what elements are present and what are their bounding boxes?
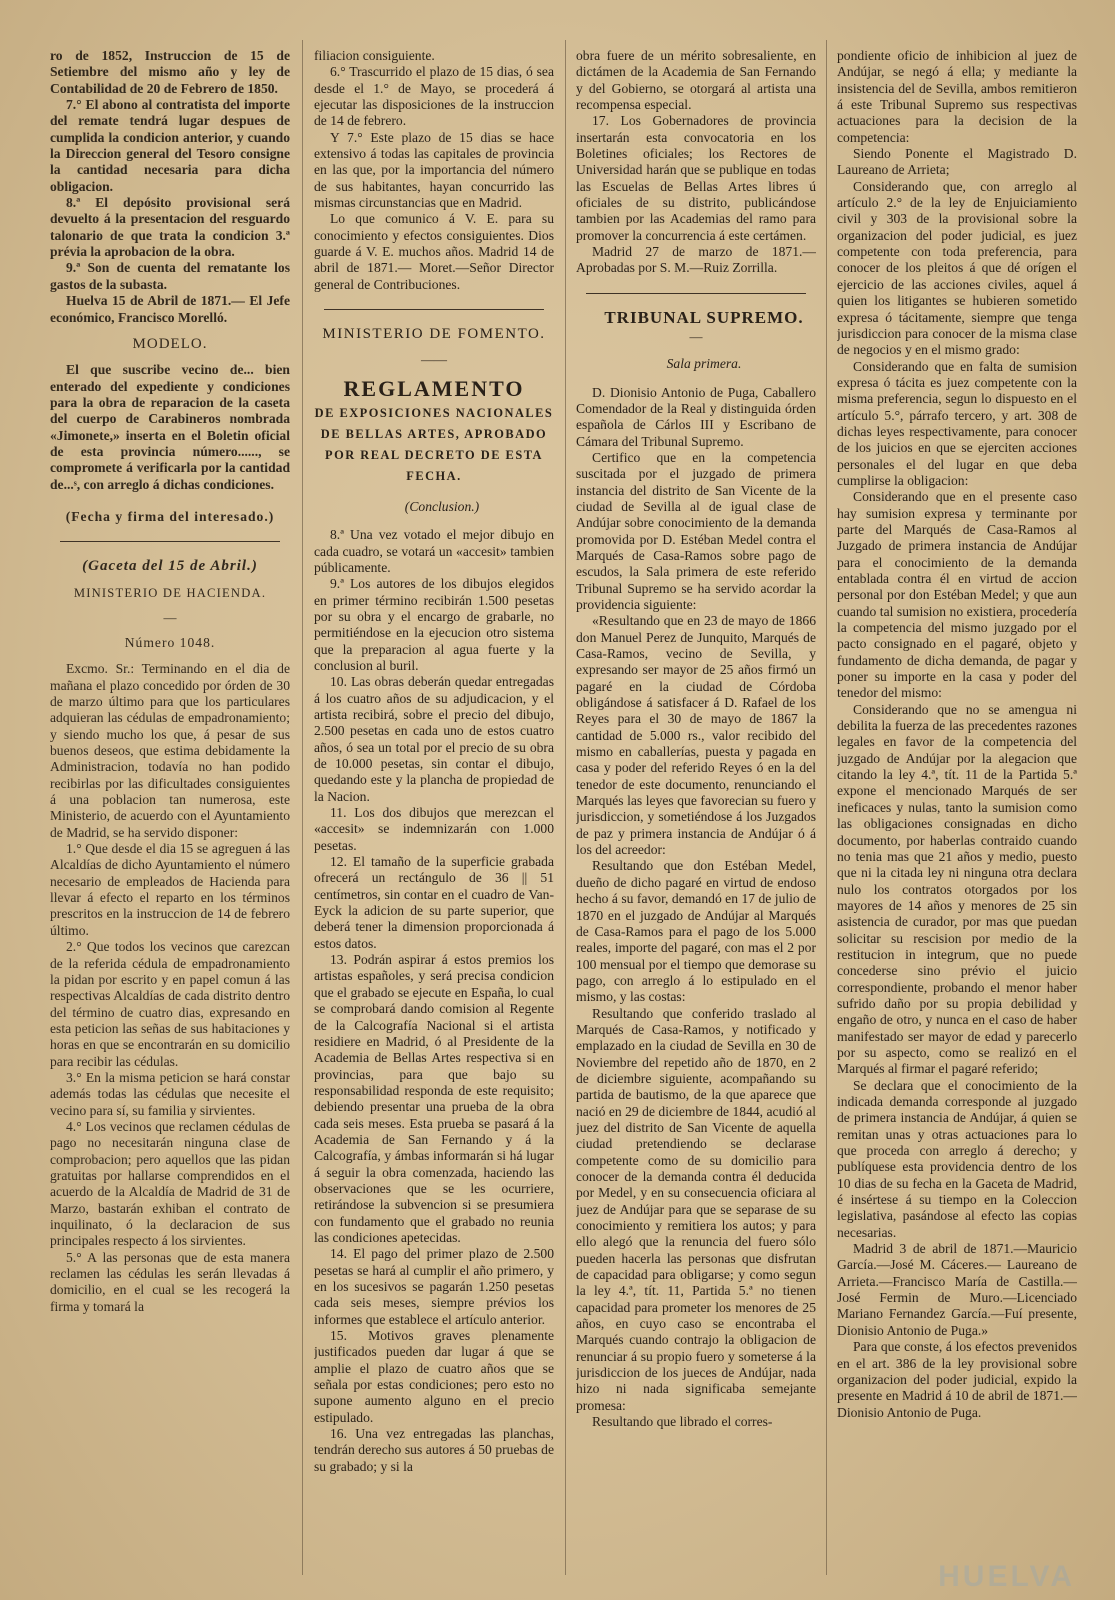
heading-dash: —— bbox=[421, 351, 447, 367]
paragraph: Madrid 27 de marzo de 1871.— Aprobadas por S. M.—Ruiz Zorrilla. bbox=[576, 244, 816, 276]
paragraph: 7.° El abono al contratista del importe del remate tendrá lugar despues de cumplida la condicion anterior, y cuando la Direccion general del Tesoro consigne la cantidad necesaria para dicha obligacion. bbox=[50, 97, 290, 194]
paragraph: Lo que comunico á V. E. para su conocimiento y efectos consiguientes. Dios guarde á V. E. muchos años. Madrid 14 de abril de 1871.— Moret.—Señor Director general de Contribuciones. bbox=[314, 211, 554, 292]
paragraph: 4.° Los vecinos que reclamen cédulas de pago no necesitarán ninguna clase de comprobacion; pero aquellos que las pidan gratuitas por hallarse comprendidos en el acuerdo de la Alcaldía de Madrid de 31 de Marzo, bastarán exhiban el contrato de inquilinato, ó la declaracion de sus principales respecto á los sirvientes. bbox=[50, 1118, 290, 1249]
column-1 bbox=[50, 48, 290, 1588]
paragraph: Huelva 15 de Abril de 1871.— El Jefe económico, Francisco Morelló. bbox=[50, 293, 290, 325]
library-watermark: HUELVA bbox=[938, 1560, 1075, 1593]
section-rule bbox=[586, 293, 806, 294]
heading-dash: — bbox=[689, 329, 703, 345]
paragraph: 3.° En la misma peticion se hará constar además todas las cédulas que necesite el vecino para sí, su familia y sirvientes. bbox=[50, 1069, 290, 1118]
paragraph: 14. El pago del primer plazo de 2.500 pesetas se hará al cumplir el año primero, y en los sucesivos se pagarán 1.250 pesetas cada seis meses, siempre prévios los informes que establece el artículo anterior. bbox=[314, 1246, 554, 1327]
sala-heading: Sala primera. bbox=[666, 356, 742, 372]
paragraph: 9.ª Son de cuenta del rematante los gastos de la subasta. bbox=[50, 260, 290, 292]
paragraph: 9.ª Los autores de los dibujos elegidos en primer término recibirán 1.500 pesetas por su obra y el encargo de grabarle, no permitiéndose en la ejecucion otro sistema que la preparacion al agua fuerte y la conclusion al buril. bbox=[314, 576, 554, 673]
column-divider bbox=[565, 40, 566, 1575]
conclusion-label: (Conclusion.) bbox=[404, 498, 480, 514]
paragraph: 10. Las obras deberán quedar entregadas á los cuatro años de su adjudicacion, y el artista recibirá, sobre el precio del dibujo, 2.500 pesetas en cada uno de estos cuatro años, ó sea un total por el precio de su obra de 10.000 pesetas, sin contar el dibujo, quedando este y la plancha de propiedad de la Nacion. bbox=[314, 674, 554, 804]
paragraph: Considerando que en el presente caso hay sumision expresa y terminante por parte del Marqués de Casa-Ramos al Juzgado de primera instancia de Andújar para el conocimiento de la demanda entablada contra él en virtud de accion personal por don Estéban Medel; y que aun cuando tal sumision no existiera, procedería la competencia del mismo juzgado por el pacto consignado en el pagaré, objeto y fundamento de dicha demanda, de pagar y poner su importe en la casa y poder del tenedor del mismo: bbox=[837, 489, 1077, 701]
ministerio-fomento-heading: MINISTERIO DE FOMENTO. bbox=[322, 326, 546, 343]
paragraph: Madrid 3 de abril de 1871.—Mauricio García.—José M. Cáceres.— Laureano de Arrieta.—Francisco María de Castilla.—José Fermin de Muro.—Licenciado Mariano Fernandez García.—Fuí presente, Dionisio Antonio de Puga.» bbox=[837, 1241, 1077, 1338]
paragraph: D. Dionisio Antonio de Puga, Caballero Comendador de la Real y distinguida órden española de Cárlos III y Escribano de Cámara del Tribunal Supremo. bbox=[576, 384, 816, 449]
paragraph: 12. El tamaño de la superficie grabada ofrecerá un rectángulo de 36 || 51 centímetros, sin contar en el cuadro de Van-Eyck la adicion de su parte superior, que deberá tener la dimension proporcionada á estos datos. bbox=[314, 854, 554, 951]
paragraph: 13. Podrán aspirar á estos premios los artistas españoles, y será precisa condicion que el grabado se ejecute en España, lo cual se comprobará dando comision al Regente de la Calcografía Nacional si el artista residiere en Madrid, ó al Presidente de la Academia de Bellas Artes respectiva si en provincias, para que bajo su responsabilidad responda de este requisito; debiendo presentar una prueba de la obra cada seis meses. Esta prueba se pasará á la Academia de San Fernando y á la Calcografía, y ámbas informarán si há lugar á seguir la obra comenzada, haciendo las observaciones que se les ocurriere, retirándose la subvencion si se presumiera con fundamento que el grabado no reunia las condiciones apetecidas. bbox=[314, 952, 554, 1245]
paragraph: 6.° Trascurrido el plazo de 15 dias, ó sea desde el 1.° de Mayo, se procederá á ejecutar las disposiciones de la instruccion de 14 de febrero. bbox=[314, 64, 554, 129]
paragraph: obra fuere de un mérito sobresaliente, en dictámen de la Academia de San Fernando y del Gobierno, se otorgará al artista una recompensa especial. bbox=[576, 48, 816, 113]
reglamento-subtitle: DE EXPOSICIONES NACIONALES DE BELLAS ARTES, APROBADO POR REAL DECRETO DE ESTA FECHA. bbox=[314, 405, 554, 483]
paragraph: Se declara que el conocimiento de la indicada demanda corresponde al juzgado de primera instancia de Andújar, á quien se remitan unas y otras actuaciones para lo que proceda con arreglo á derecho; y publíquese esta providencia dentro de los 10 dias de su fecha en la Gaceta de Madrid, é insértese á su tiempo en la Coleccion legislativa, pasándose al efecto las copias necesarias. bbox=[837, 1077, 1077, 1240]
paragraph: Considerando que, con arreglo al artículo 2.° de la ley de Enjuiciamiento civil y 303 de la provisional sobre la organizacion del poder judicial, es juez competente con toda preferencia, para conocer de los pleitos á que dé orígen el ejercicio de las acciones civiles, aquel á quien los litigantes se hubieren sometido expresa ó tácitamente, siempre que tenga jurisdiccion para conocer de la misma clase de negocios y en el mismo grado: bbox=[837, 178, 1077, 358]
paragraph: Para que conste, á los efectos prevenidos en el art. 386 de la ley provisional sobre organizacion del poder judicial, expido la presente en Madrid á 10 de abril de 1871.—Dionisio Antonio de Puga. bbox=[837, 1339, 1077, 1420]
heading-dash: — bbox=[163, 609, 177, 625]
paragraph: Resultando que conferido traslado al Marqués de Casa-Ramos, y notificado y emplazado en la ciudad de Sevilla en 30 de Noviembre del repetido año de 1870, en 2 de diciembre siguiente, acompañando su partida de bautismo, de la que aparece que nació en 29 de diciembre de 1844, acudió al juez del distrito de San Vicente de aquella ciudad pretendiendo se declarase competente como de su domicilio para conocer de la demanda contra él deducida por Medel, y en su consecuencia oficiara al juez de Andújar para que se separase de su conocimiento y remitiera los autos; y para ello alegó que la renuncia del fuero sólo pueden hacerla las personas que disfrutan de capacidad para obligarse; y como segun la ley 4.ª, tít. 11, Partida 5.ª no tienen capacidad para prometer los menores de 25 años, en cuyo caso se encontraba el Marqués cuando contrajo la obligacion de renunciar á su propio fuero y someterse á la jurisdiccion de los jueces de Andújar, nada hizo ni nada significaba semejante promesa: bbox=[576, 1005, 816, 1413]
column-3 bbox=[576, 48, 816, 1588]
modelo-heading: MODELO. bbox=[132, 335, 208, 352]
column-divider bbox=[826, 40, 827, 1575]
paragraph: 2.° Que todos los vecinos que carezcan de la referida cédula de empadronamiento la pidan por escrito y en papel comun á las respectivas Alcaldías de cada distrito dentro del término de cuatro dias, expresando en esta peticion las señas de sus habitaciones y horas en que se encontrarán en su domicilio para recibir las cédulas. bbox=[50, 939, 290, 1069]
paragraph: 8.ª Una vez votado el mejor dibujo en cada cuadro, se votará un «accesit» tambien públicamente. bbox=[314, 527, 554, 575]
reglamento-title: REGLAMENTO bbox=[343, 375, 525, 401]
paragraph: El que suscribe vecino de... bien enterado del expediente y condiciones para la obra de reparacion de la caseta del cuerpo de Carabineros nombrada «Jimonete,» inserta en el Boletin oficial de esta provincia número......, se compromete á verificarla por la cantidad de...ˢ, con arreglo á dichas condiciones. bbox=[50, 362, 290, 492]
paragraph: 17. Los Gobernadores de provincia insertarán esta convocatoria en los Boletines oficiales; los Rectores de Universidad harán que se publique en todas las Escuelas de Bellas Artes libres ú oficiales de su distrito, publicándose tambien por las Academias del ramo para promover la concurrencia á este certámen. bbox=[576, 113, 816, 243]
paragraph: pondiente oficio de inhibicion al juez de Andújar, se negó á ella; y mediante la insistencia del de Sevilla, ambos remitieron á este Tribunal Supremo sus respectivas actuaciones para la decision de la competencia: bbox=[837, 48, 1077, 145]
paragraph: filiacion consiguiente. bbox=[314, 48, 435, 63]
paragraph: Resultando que don Estéban Medel, dueño de dicho pagaré en virtud de endoso hecho á su favor, demandó en 17 de julio de 1870 en el juzgado de Andújar al Marqués de Casa-Ramos para el pago de los 5.000 reales, importe del pagaré, con mas el 2 por 100 mensual por el tiempo que demorase su pago, con arreglo á lo estipulado en el mismo, y las costas: bbox=[576, 858, 816, 1005]
paragraph: Considerando que no se amengua ni debilita la fuerza de las precedentes razones legales en favor de la competencia del juzgado de Andújar por la alegacion que citando la ley 4.ª, tít. 11 de la Partida 5.ª expone el mencionado Marqués de ser ineficaces y nulas, tanto la sumision como las obligaciones consignadas en dicho documento, por haberlas contraido cuando no tenia mas que 21 años y medio, puesto que ni la citada ley ni ninguna otra declara nulo los contratos otorgados por los mayores de 14 años y menores de 25 sin asistencia de curador, por mas que puedan solicitar su rescision por medio de la restitucion in integrum, que no puede concederse sino prévio el juicio correspondiente, probando el menor haber sufrido daño por su propia debilidad y engaño de otro, y nunca en el caso de haber manifestado ser mayor de edad y parecerlo por su aspecto, como se realizó en el Marqués al firmar el pagaré referido; bbox=[837, 701, 1077, 1077]
paragraph: Excmo. Sr.: Terminando en el dia de mañana el plazo concedido por órden de 30 de marzo último para que los particulares adquieran las cédulas de empadronamiento; y siendo mucho los que, á pesar de sus buenos deseos, que estima debidamente la Administracion, todavía no han podido recibirlas por las dificultades consiguientes á una poblacion tan numerosa, este Ministerio, de acuerdo con el Ayuntamiento de Madrid, se ha servido disponer: bbox=[50, 661, 290, 840]
paragraph: Siendo Ponente el Magistrado D. Laureano de Arrieta; bbox=[837, 146, 1077, 178]
paragraph: 8.ª El depósito provisional será devuelto á la presentacion del resguardo talonario de que trata la condicion 3.ª prévia la aprobacion de la obra. bbox=[50, 195, 290, 260]
paragraph: Considerando que en falta de sumision expresa ó tácita es juez competente con la misma preferencia, segun lo dispuesto en el artículo 5.°, párrafo tercero, y art. 308 de dichas leyes respectivamente, para conocer de los juicios en que se ejerciten acciones personales el del lugar en que deba cumplirse la obligacion: bbox=[837, 358, 1077, 488]
numero-heading: Número 1048. bbox=[124, 634, 216, 650]
paragraph: ro de 1852, Instruccion de 15 de Setiembre del mismo año y ley de Contabilidad de 20 de Febrero de 1850. bbox=[50, 48, 290, 96]
column-4 bbox=[837, 48, 1077, 1588]
paragraph: 11. Los dos dibujos que merezcan el «accesit» se indemnizarán con 1.000 pesetas. bbox=[314, 805, 554, 853]
ministerio-hacienda-heading: MINISTERIO DE HACIENDA. bbox=[73, 585, 267, 600]
tribunal-supremo-heading: TRIBUNAL SUPREMO. bbox=[604, 307, 804, 327]
paragraph: 15. Motivos graves plenamente justificados pueden dar lugar á que se amplie el plazo de cuatro años que se señala por estas condiciones; pero esto no supone aumento alguno en el precio estipulado. bbox=[314, 1328, 554, 1425]
section-rule bbox=[60, 541, 280, 542]
paragraph: Resultando que librado el corres- bbox=[592, 1414, 773, 1430]
paragraph: 5.° A las personas que de esta manera reclamen las cédulas les serán llevadas á domicilio, en el cual se les recogerá la firma y tomará la bbox=[50, 1249, 290, 1314]
gaceta-heading: (Gaceta del 15 de Abril.) bbox=[82, 558, 258, 575]
column-divider bbox=[302, 40, 303, 1575]
section-rule bbox=[324, 309, 544, 310]
paragraph: 1.° Que desde el dia 15 se agreguen á las Alcaldías de dicho Ayuntamiento el número necesario de empleados de Hacienda para llevar á efecto el reparto en los términos prescritos en la instruccion de 14 de febrero último. bbox=[50, 841, 290, 938]
paragraph: 16. Una vez entregadas las planchas, tendrán derecho sus autores á 50 pruebas de su grabado; y si la bbox=[314, 1426, 554, 1474]
column-2 bbox=[314, 48, 554, 1588]
paragraph: Y 7.° Este plazo de 15 dias se hace extensivo á todas las capitales de provincia en las que, por la importancia del número de sus habitantes, hayan concurrido las mismas circunstancias que en Madrid. bbox=[314, 129, 554, 211]
paragraph: «Resultando que en 23 de mayo de 1866 don Manuel Perez de Junquito, Marqués de Casa-Ramos, vecino de Sevilla, y expresando ser mayor de 25 años firmó un pagaré en la ciudad de Córdoba obligándose á satisfacer á D. Rafael de los Reyes para el 30 de mayo de 1867 la cantidad de 5.000 rs., valor recibido del mismo en caballerías, puesta y pagada en casa y poder del referido Reyes ó en la del tenedor de este documento, renunciando el Marqués las leyes que favorecian su fuero y jurisdiccion, y sometiéndose á los Juzgados de paz y primera instancia de Andújar ó á los del acreedor: bbox=[576, 613, 816, 858]
paragraph: Certifico que en la competencia suscitada por el juzgado de primera instancia del distrito de San Vicente de la ciudad de Sevilla al de igual clase de Andújar sobre conocimiento de la demanda promovida por D. Estéban Medel contra el Marqués de Casa-Ramos sobre pago de escudos, la Sala primera de este referido Tribunal Supremo se ha servido acordar la providencia siguiente: bbox=[576, 449, 816, 612]
signature-note: (Fecha y firma del interesado.) bbox=[65, 508, 275, 524]
